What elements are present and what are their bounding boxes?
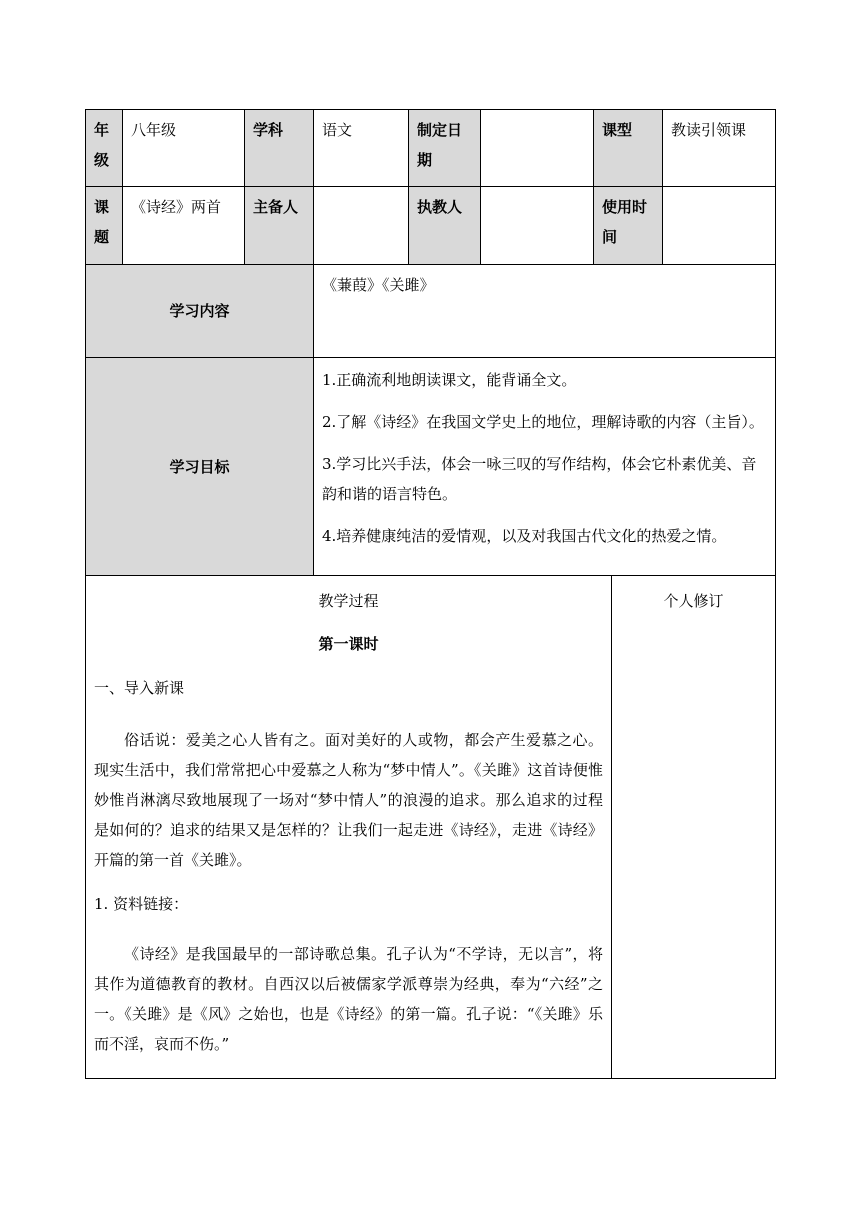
table-row xyxy=(86,187,776,265)
intro-paragraph: 俗话说：爱美之心人皆有之。面对美好的人或物，都会产生爱慕之心。现实生活中，我们常常把心中爱慕之人称为“梦中情人”。《关雎》这首诗便惟妙惟肖淋漓尽致地展现了一场对“梦中情人”的浪漫的追求。那么追求的过程是如何的？追求的结果又是怎样的？让我们一起走进《诗经》，走进《诗经》开篇的第一首《关雎》。 xyxy=(94,731,603,869)
preparer-value xyxy=(314,187,409,265)
lesson-info-table xyxy=(85,109,776,576)
teacher-label: 执教人 xyxy=(409,187,481,265)
type-value: 教读引领课 xyxy=(663,110,776,187)
table-row xyxy=(86,576,776,1078)
goals-cell xyxy=(314,358,776,576)
date-value xyxy=(481,110,594,187)
content-value: 《蒹葭》《关雎》 xyxy=(314,265,776,358)
goals-label: 学习目标 xyxy=(86,358,314,576)
time-value xyxy=(663,187,776,265)
teacher-value xyxy=(481,187,594,265)
table-row xyxy=(86,110,776,187)
goal-item: 1.正确流利地朗读课文，能背诵全文。 xyxy=(322,371,577,389)
material-paragraph: 《诗经》是我国最早的一部诗歌总集。孔子认为“不学诗，无以言”，将其作为道德教育的教材。自西汉以后被儒家学派尊崇为经典，奉为“六经”之一。《关雎》是《风》之始也，也是《诗经》的第一篇。孔子说：“《关雎》乐而不淫，哀而不伤。” xyxy=(94,945,603,1053)
goal-item: 4.培养健康纯洁的爱情观，以及对我国古代文化的热爱之情。 xyxy=(322,527,727,545)
lesson-title: 第一课时 xyxy=(318,635,379,653)
goal-item: 3.学习比兴手法，体会一咏三叹的写作结构，体会它朴素优美、音韵和谐的语言特色。 xyxy=(322,455,757,503)
grade-value: 八年级 xyxy=(123,110,245,187)
table-row xyxy=(86,265,776,358)
time-label: 使用时间 xyxy=(594,187,663,265)
subject-value: 语文 xyxy=(314,110,409,187)
process-heading: 教学过程 xyxy=(318,592,379,610)
subsection-heading: 1. 资料链接： xyxy=(94,895,189,913)
content-label: 学习内容 xyxy=(86,265,314,358)
teaching-process-table xyxy=(85,576,776,1079)
grade-label: 年级 xyxy=(86,110,123,187)
date-label: 制定日期 xyxy=(409,110,481,187)
personal-revision-cell xyxy=(612,576,776,1078)
subject-label: 学科 xyxy=(245,110,314,187)
preparer-label: 主备人 xyxy=(245,187,314,265)
table-row xyxy=(86,358,776,576)
goal-item: 2.了解《诗经》在我国文学史上的地位，理解诗歌的内容（主旨）。 xyxy=(322,413,764,431)
personal-revision-heading: 个人修订 xyxy=(663,592,724,610)
process-cell xyxy=(86,576,612,1078)
section-heading: 一、导入新课 xyxy=(94,679,185,697)
type-label: 课型 xyxy=(594,110,663,187)
lesson-plan-page xyxy=(85,109,775,1079)
topic-value: 《诗经》两首 xyxy=(123,187,245,265)
topic-label: 课题 xyxy=(86,187,123,265)
